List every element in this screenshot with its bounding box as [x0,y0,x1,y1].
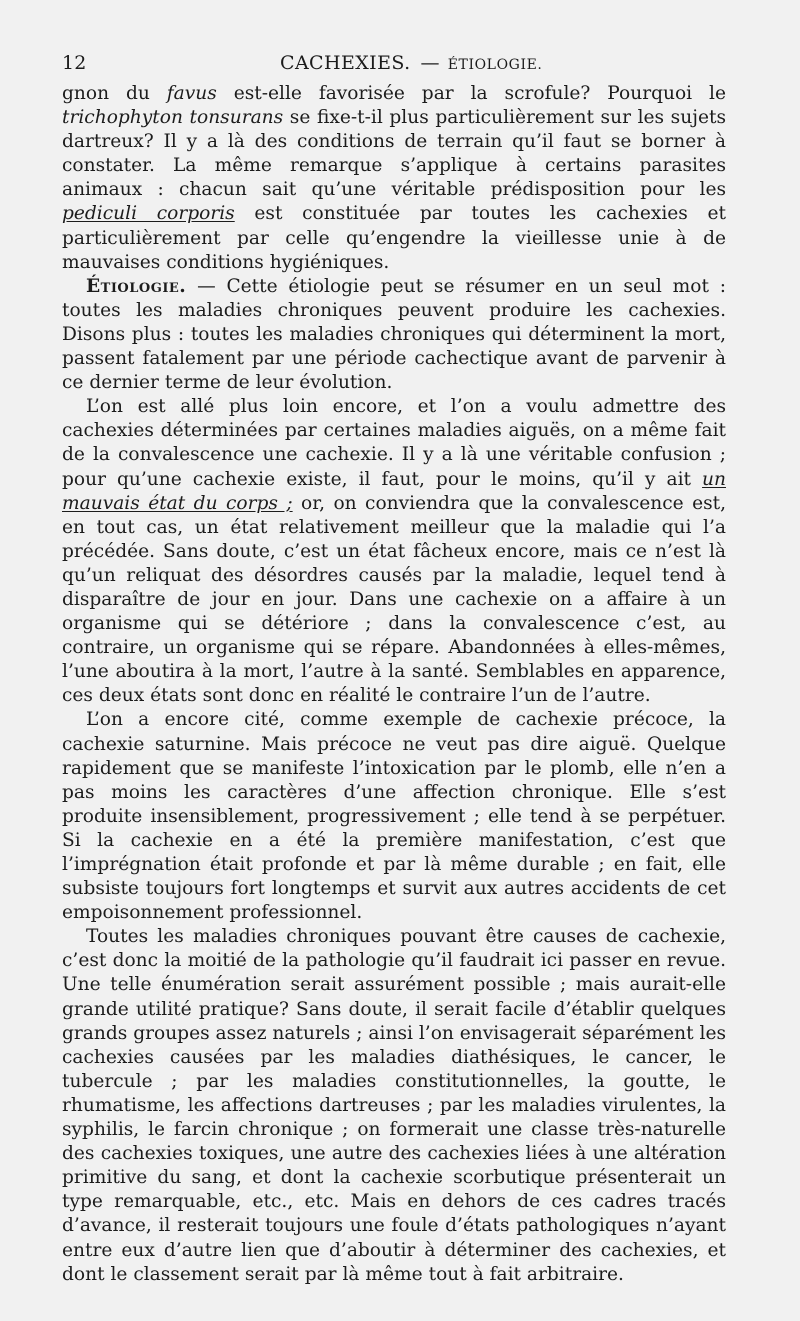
running-section: ÉTIOLOGIE. [447,57,543,73]
paragraph-etiologie [62,275,726,395]
p5-text-1: Toutes les maladies chroniques pouvant être causes de cachexie, c’est donc la moitié de la pathologie qu’il faudrait ici passer en revue. Une telle énumération serait assurément possible ; mais aurait-elle grande utilité pratique? Sans doute, il serait facile d’établir quelques grands groupes assez naturels ; ainsi l’on envisagerait séparément les cachexies causées par les maladies diathésiques, le cancer, le tubercule ; par les maladies constitutionnelles, la goutte, le rhumatisme, les affections dartreuses ; par les maladies virulentes, la syphilis, le farcin chronique ; on formerait une classe très-naturelle des cachexies toxiques, une autre des cachexies liées à une altération primitive du sang, et dont la cachexie scorbutique présenterait un type remarquable, etc., etc. Mais en dehors de ces cadres tracés d’avance, il resterait toujours une foule d’états pathologiques n’ayant entre eux d’autre lien que d’aboutir à déterminer des cachexies, et dont le classement serait par là même tout à fait arbitraire. [62,926,726,1285]
p1-text-2: est-elle favorisée par la scrofule? Pourquoi le [216,83,726,104]
p1-text-3: se fixe-t-il plus particulièrement sur les sujets dartreux? Il y a là des conditions de terrain qu’il faut se borner à constater. La même remarque s’applique à certains parasites animaux : chacun sait qu’une véritable prédisposition pour les [62,107,726,201]
p1-text-1: gnon du [62,83,167,104]
running-head [62,52,726,82]
book-page [62,52,726,1287]
p3-text-1: L’on est allé plus loin encore, et l’on a voulu admettre des cachexies déterminées par certaines maladies aiguës, on a même fait de la convalescence une cachexie. Il y a là une véritable confusion ; pour qu’une cachexie existe, il faut, pour le moins, qu’il y ait [62,396,726,490]
running-dash: — [420,52,440,74]
paragraph-4 [62,708,726,925]
p3-italic-mauvais-etat: un mauvais état du corps ; [62,468,726,514]
p1-italic-pediculi: pediculi corporis [62,203,235,225]
running-title: CACHEXIES. [280,52,411,74]
paragraph-1 [62,82,726,275]
paragraph-3 [62,395,726,708]
page-number: 12 [62,52,87,74]
p2-text-1: — Cette étiologie peut se résumer en un seul mot : toutes les maladies chroniques peuvent produire les cachexies. Disons plus : toutes les maladies chroniques qui déterminent la mort, passent fatalement par une période cachectique avant de parvenir à ce dernier terme de leur évolution. [62,275,726,394]
paragraph-5 [62,925,726,1286]
p1-italic-trichophyton: trichophyton tonsurans [62,107,284,129]
p3-text-2: or, on conviendra que la convalescence est, en tout cas, un état relativement meilleur que la maladie qui l’a précédée. Sans doute, c’est un état fâcheux encore, mais ce n’est là qu’un reliquat des désordres causés par la maladie, lequel tend à disparaître de jour en jour. Dans une cachexie on a affaire à un organisme qui se détériore ; dans la convalescence c’est, au contraire, un organisme qui se répare. Abandonnées à elles-mêmes, l’une aboutira à la mort, l’autre à la santé. Semblables en apparence, ces deux états sont donc en réalité le contraire l’un de l’autre. [62,492,726,707]
p1-text-4: est constituée par toutes les cachexies et particulièrement par celle qu’engendre la vieillesse unie à de mauvaises conditions hygiéniques. [62,203,727,273]
p4-text-1: L’on a encore cité, comme exemple de cachexie précoce, la cachexie saturnine. Mais précoce ne veut pas dire aiguë. Quelque rapidement que se manifeste l’intoxication par le plomb, elle n’en a pas moins les caractères d’une affection chronique. Elle s’est produite insensiblement, progressivement ; elle tend à se perpétuer. Si la cachexie en a été la première manifestation, c’est que l’imprégnation était profonde et par là même durable ; en fait, elle subsiste toujours fort longtemps et survit aux autres accidents de cet empoisonnement professionnel. [62,709,726,924]
section-heading-etiologie: Étiologie. [86,275,187,297]
p1-italic-favus: favus [166,83,217,104]
body-text [62,82,726,1287]
